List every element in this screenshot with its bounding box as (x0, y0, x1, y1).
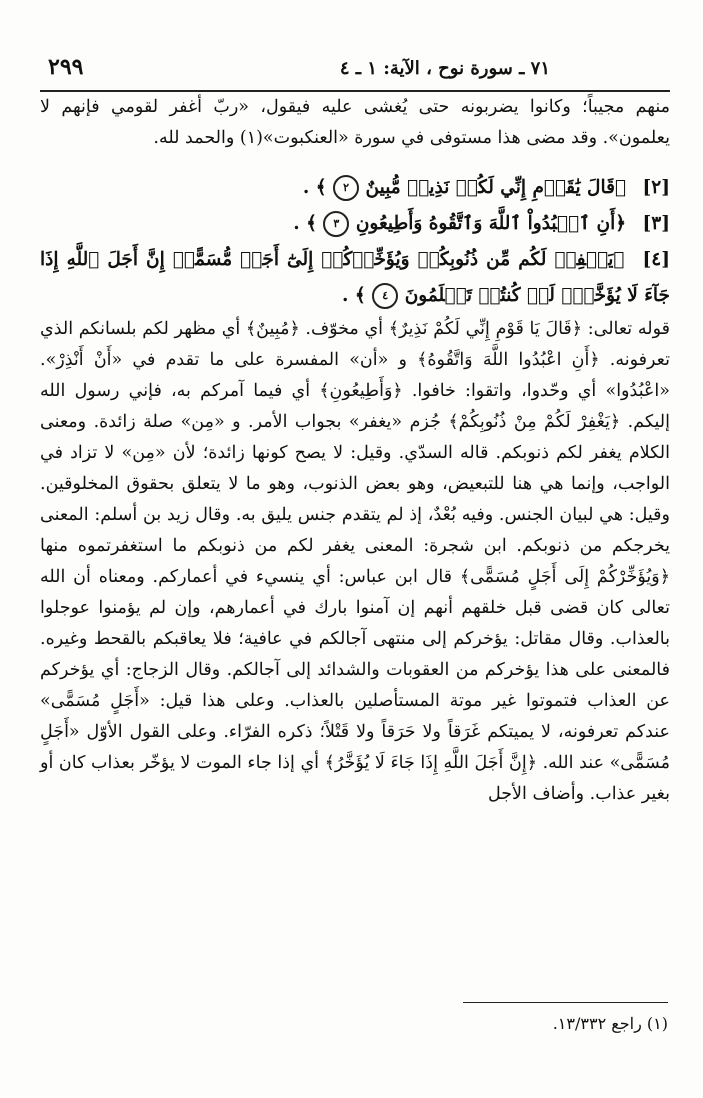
running-head: ٧١ ـ سورة نوح ، الآية: ١ ـ ٤ (339, 58, 550, 79)
footnote-divider (463, 1002, 668, 1003)
page-body (40, 92, 670, 810)
ayah-marker-icon: ٢ (333, 175, 359, 201)
verse-number: [٢] (642, 177, 670, 198)
commentary-paragraph: قوله تعالى: ﴿قَالَ يَا قَوْمِ إِنِّي لَكُمْ نَذِيرٌ﴾ أي مخوّف. ﴿مُبِينٌ﴾ أي مظهر لكم بلسانكم الذي تعرفونه. ﴿أَنِ اعْبُدُوا اللَّهَ وَاتَّقُوهُ﴾ و «أن» المفسرة على ما تقدم في «أَنْ أَنْذِرْ». «اعْبُدُوا» أي وحّدوا، واتقوا: خافوا. ﴿وَأَطِيعُونِ﴾ أي فيما آمركم به، فإني رسول الله إليكم. ﴿يَغْفِرْ لَكُمْ مِنْ ذُنُوبِكُمْ﴾ جُزم «يغفر» بجواب الأمر. و «مِن» صلة زائدة. ومعنى الكلام يغفر لكم ذنوبكم. قاله السدّي. وقيل: لا يصح كونها زائدة؛ لأن «مِن» لا تزاد في الواجب، وإنما هي هنا للتبعيض، وهو بعض الذنوب، وهو ما لا يتعلق بحقوق المخلوقين. وقيل: هي لبيان الجنس. وفيه بُعْدٌ، إذ لم يتقدم جنس يليق به. وقال زيد بن أسلم: المعنى يخرجكم من ذنوبكم. ابن شجرة: المعنى يغفر لكم من ذنوبكم ما استغفرتموه منها ﴿وَيُؤَخِّرْكُمْ إِلَى أَجَلٍ مُسَمًّى﴾ قال ابن عباس: أي ينسيء في أعماركم. ومعناه أن الله تعالى كان قضى قبل خلقهم أنهم إن آمنوا بارك في أعمارهم، وإن لم يؤمنوا عوجلوا بالعذاب. وقال مقاتل: يؤخركم إلى منتهى آجالكم في عافية؛ فلا يعاقبكم بالقحط وغيره. فالمعنى على هذا يؤخركم من العقوبات والشدائد إلى آجالكم. وقال الزجاج: أي يؤخركم عن العذاب فتموتوا غير موتة المستأصلين بالعذاب. وعلى هذا قيل: «أَجَلٍ مُسَمًّى» عندكم تعرفونه، لا يميتكم غَرَقاً ولا حَرَقاً ولا قَتْلاً؛ ذكره الفرّاء. وعلى القول الأوّل «أَجَلٍ مُسَمًّى» عند الله. ﴿إِنَّ أَجَلَ اللَّهِ إِذَا جَاءَ لَا يُؤَخَّرُ﴾ أي إذا جاء الموت لا يؤخّر بعذاب كان أو بغير عذاب. وأضاف الأجل (40, 319, 670, 804)
verse-number: [٣] (642, 213, 670, 234)
footnote: (١) راجع ١٣/٣٣٢. (552, 1014, 668, 1033)
verse-tail: ﴾ . (302, 177, 327, 198)
verse-2 (40, 170, 670, 206)
page-header (40, 50, 670, 92)
verse-number: [٤] (642, 249, 670, 270)
ayah-marker-icon: ٤ (372, 283, 398, 309)
verse-tail: ﴾ . (342, 285, 366, 306)
page (40, 50, 670, 810)
page-number: ٢٩٩ (48, 54, 84, 80)
verse-text: ﴿قَالَ يَٰقَوۡمِ إِنِّي لَكُمۡ نَذِيرٞ مُّبِينٌ (365, 177, 627, 198)
verse-text: ﴿يَغۡفِرۡ لَكُم مِّن ذُنُوبِكُمۡ وَيُؤَخِّرۡكُمۡ إِلَىٰٓ أَجَلٖ مُّسَمًّىۚ إِنَّ أَجَلَ ٱللَّهِ إِذَا جَآءَ لَا يُؤَخَّرُۚ لَوۡ كُنتُمۡ تَعۡلَمُونَ (40, 249, 670, 306)
verse-text: ﴿أَنِ ٱعۡبُدُواْ ٱللَّهَ وَٱتَّقُوهُ وَأَطِيعُونِ (355, 213, 627, 234)
verse-3 (40, 206, 670, 242)
verse-tail: ﴾ . (293, 213, 317, 234)
verse-4 (40, 242, 670, 314)
ayah-marker-icon: ٣ (323, 211, 349, 237)
intro-paragraph: منهم مجيباً؛ وكانوا يضربونه حتى يُغشى عليه فيقول، «ربّ أغفر لقومي فإنهم لا يعلمون». وقد مضى هذا مستوفى في سورة «العنكبوت»(١) والحمد لله. (40, 97, 670, 148)
